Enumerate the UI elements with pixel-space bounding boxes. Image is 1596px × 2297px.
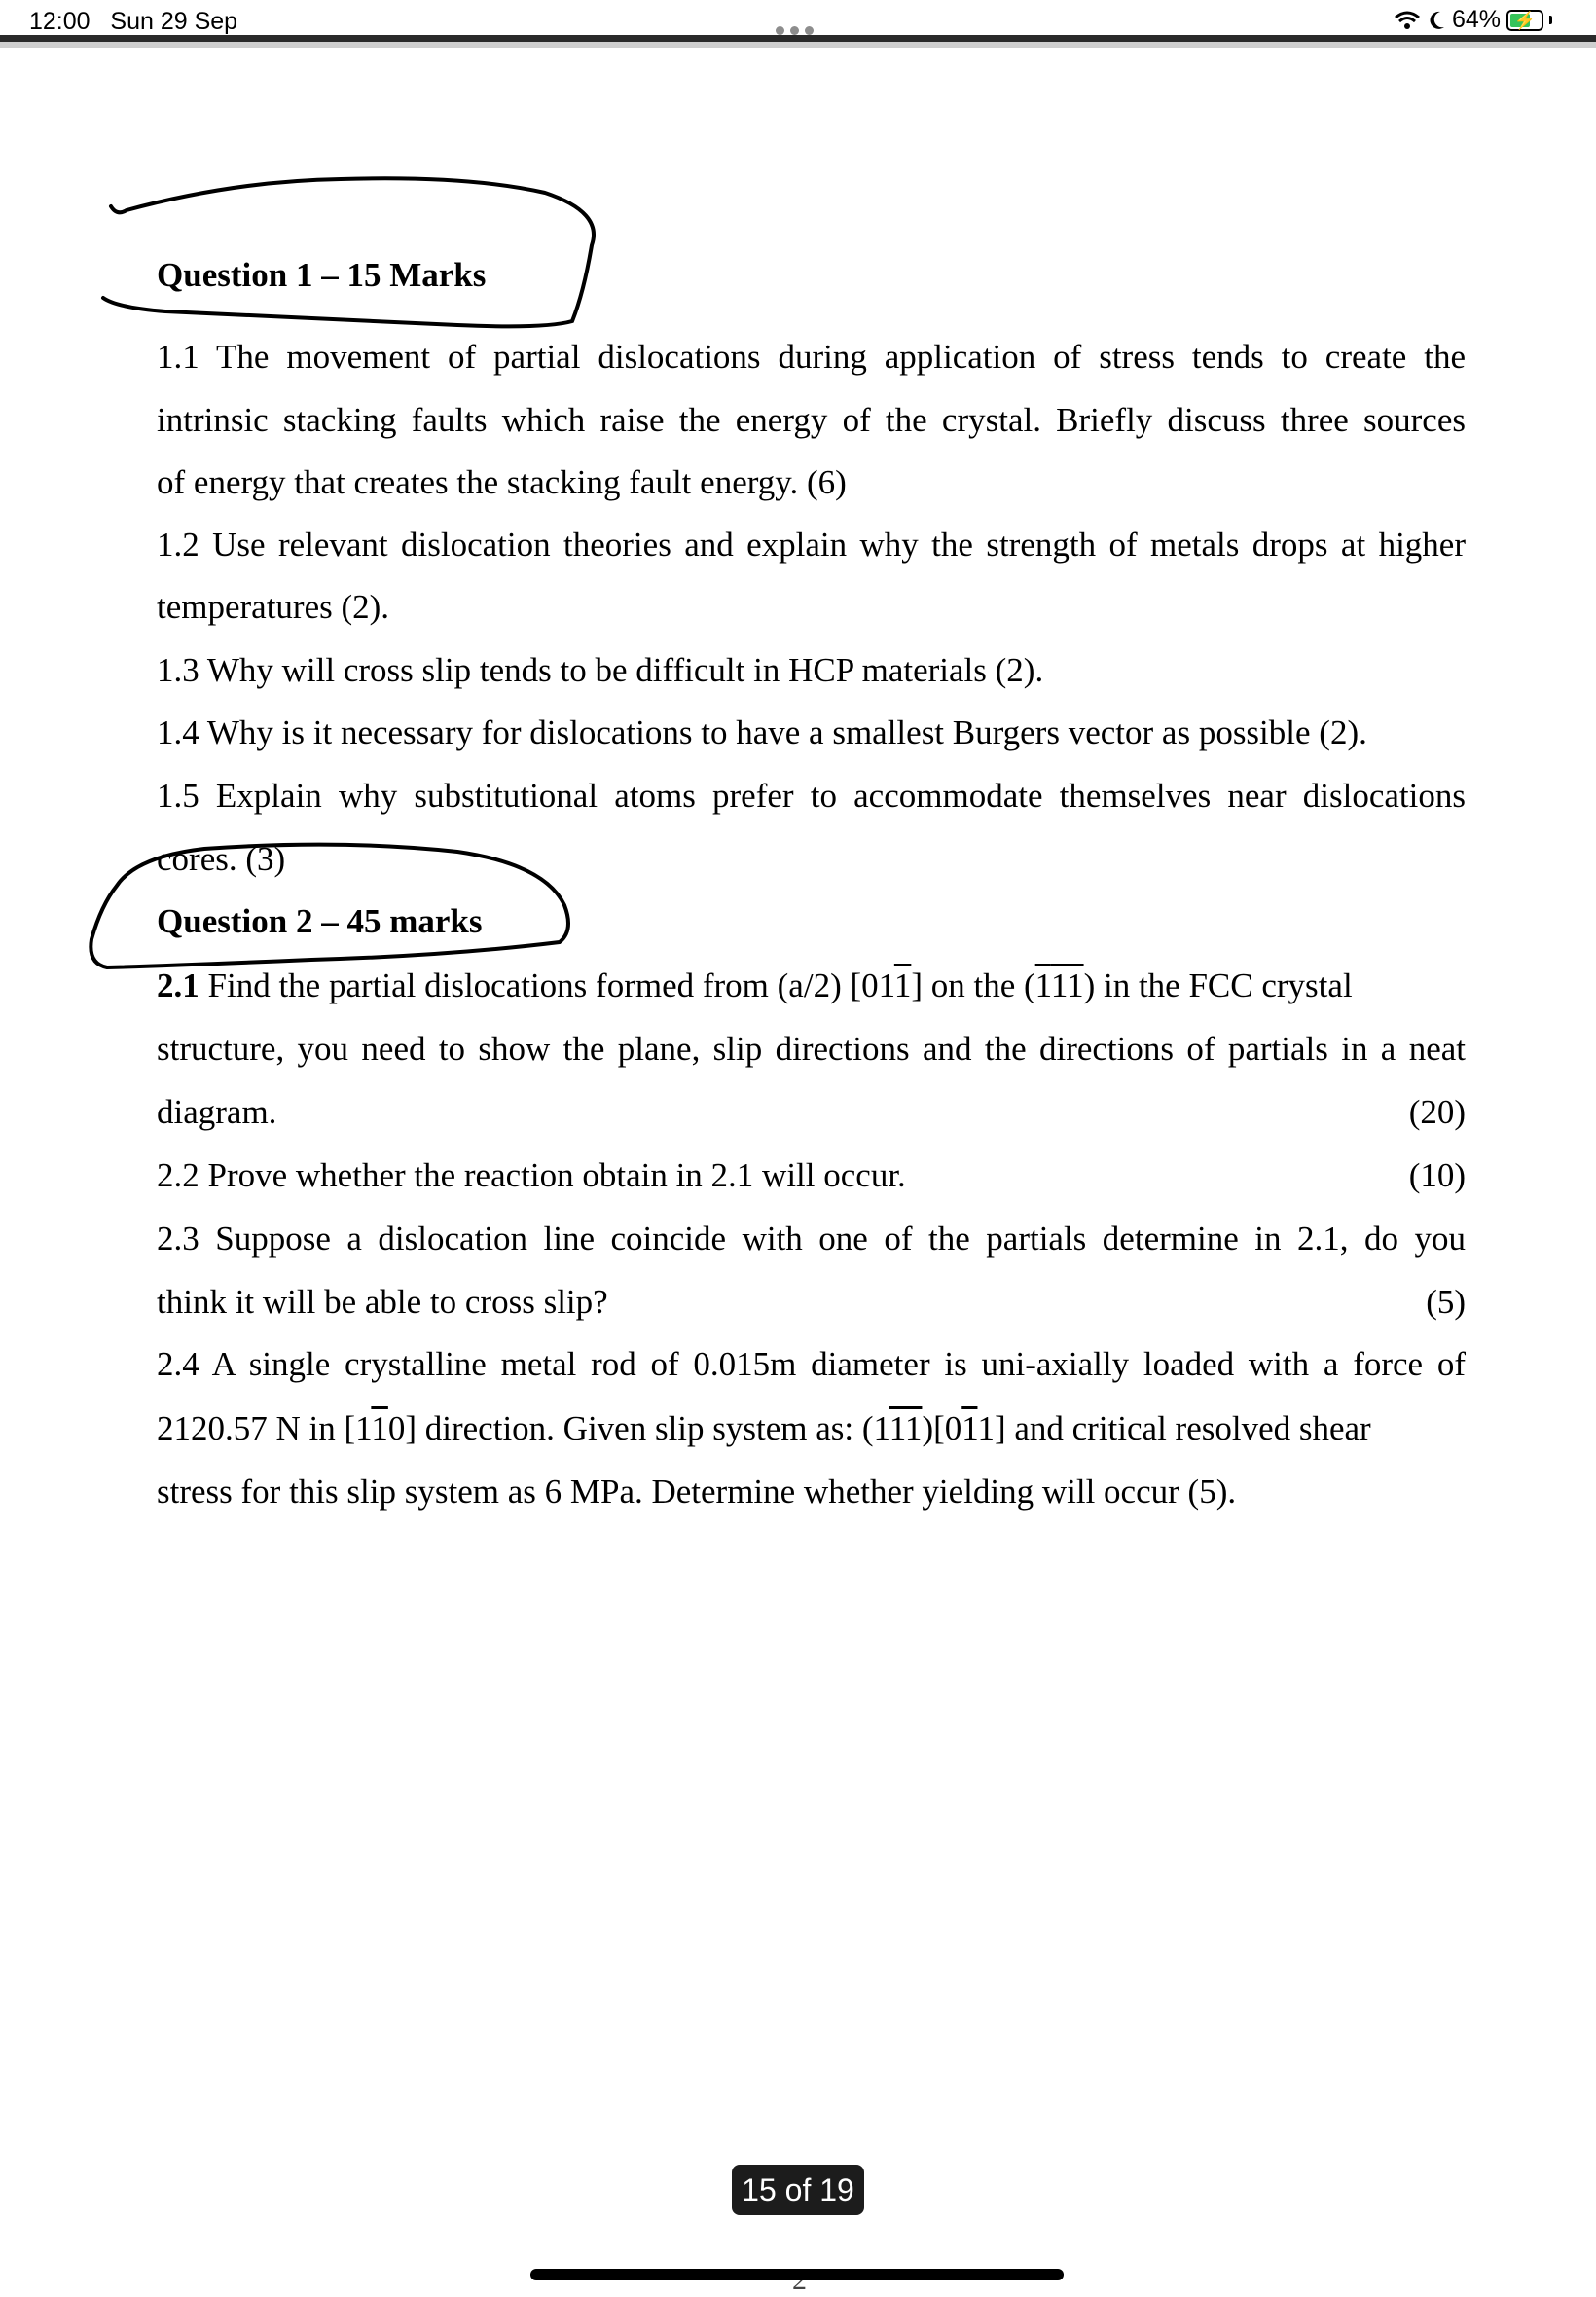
moon-icon — [1427, 10, 1446, 31]
question-2-heading: Question 2 – 45 marks — [157, 902, 483, 940]
status-divider-shadow — [0, 42, 1596, 48]
q2-1-text: 2.1 Find the partial dislocations formed from (a/2) [011] on the (111) in the FCC crystal — [157, 966, 1353, 1004]
ink-circle-question-1 — [103, 178, 594, 326]
q1-text-line-9: cores. (3) — [157, 840, 286, 878]
battery-cap — [1549, 16, 1552, 24]
q1-text-line-5: temperatures (2). — [157, 588, 390, 626]
q1-text-line-8: 1.5 Explain why substitutional atoms prefer to accommodate themselves near dislocations — [157, 777, 1466, 815]
status-bar — [0, 0, 1596, 39]
q2-1-marks: (20) — [1408, 1093, 1466, 1131]
q2-4-line-3: stress for this slip system as 6 MPa. Determine whether yielding will occur (5). — [157, 1473, 1237, 1511]
q1-text-line-2: intrinsic stacking faults which raise the energy of the crystal. Briefly discuss three sources — [157, 401, 1466, 439]
q1-text-line-7: 1.4 Why is it necessary for dislocations to have a smallest Burgers vector as possible (2). — [157, 713, 1367, 751]
wifi-icon — [1394, 10, 1421, 31]
page-counter: 15 of 19 — [732, 2165, 864, 2215]
status-date: Sun 29 Sep — [110, 8, 238, 35]
status-right — [1394, 6, 1552, 34]
q2-1-line-2: structure, you need to show the plane, slip directions and the directions of partials in a neat — [157, 1030, 1466, 1068]
home-indicator[interactable] — [530, 2269, 1064, 2280]
q2-3-marks: (5) — [1426, 1283, 1466, 1321]
battery-percentage: 64% — [1451, 6, 1501, 33]
q2-4-line-2: 2120.57 N in [110] direction. Given slip system as: (111)[011] and critical resolved shear — [157, 1409, 1371, 1447]
q2-2-line: 2.2 Prove whether the reaction obtain in 2.1 will occur. (10) — [157, 1156, 1466, 1194]
q2-2-marks: (10) — [1408, 1156, 1466, 1194]
q2-3-line-1: 2.3 Suppose a dislocation line coincide with one of the partials determine in 2.1, do you — [157, 1220, 1466, 1258]
status-time-date — [29, 8, 237, 36]
status-divider — [0, 35, 1596, 42]
q2-1-number: 2.1 — [157, 966, 200, 1004]
q1-text-line-6: 1.3 Why will cross slip tends to be difficult in HCP materials (2). — [157, 651, 1044, 689]
question-1-heading: Question 1 – 15 Marks — [157, 256, 487, 294]
q1-text-line-4: 1.2 Use relevant dislocation theories and explain why the strength of metals drops at higher — [157, 526, 1466, 564]
status-time: 12:00 — [29, 8, 91, 35]
q2-1-line-3: diagram. (20) — [157, 1093, 1466, 1131]
q1-text-line-1: 1.1 The movement of partial dislocations during application of stress tends to create the — [157, 338, 1466, 376]
q2-1-line-1 — [157, 966, 1466, 1005]
q2-4-line-1: 2.4 A single crystalline metal rod of 0.015m diameter is uni-axially loaded with a force of — [157, 1345, 1466, 1383]
q1-text-line-3: of energy that creates the stacking fault energy. (6) — [157, 463, 847, 501]
q2-3-line-2: think it will be able to cross slip? (5) — [157, 1283, 1466, 1321]
battery-charging-icon: ⚡ — [1506, 10, 1543, 31]
